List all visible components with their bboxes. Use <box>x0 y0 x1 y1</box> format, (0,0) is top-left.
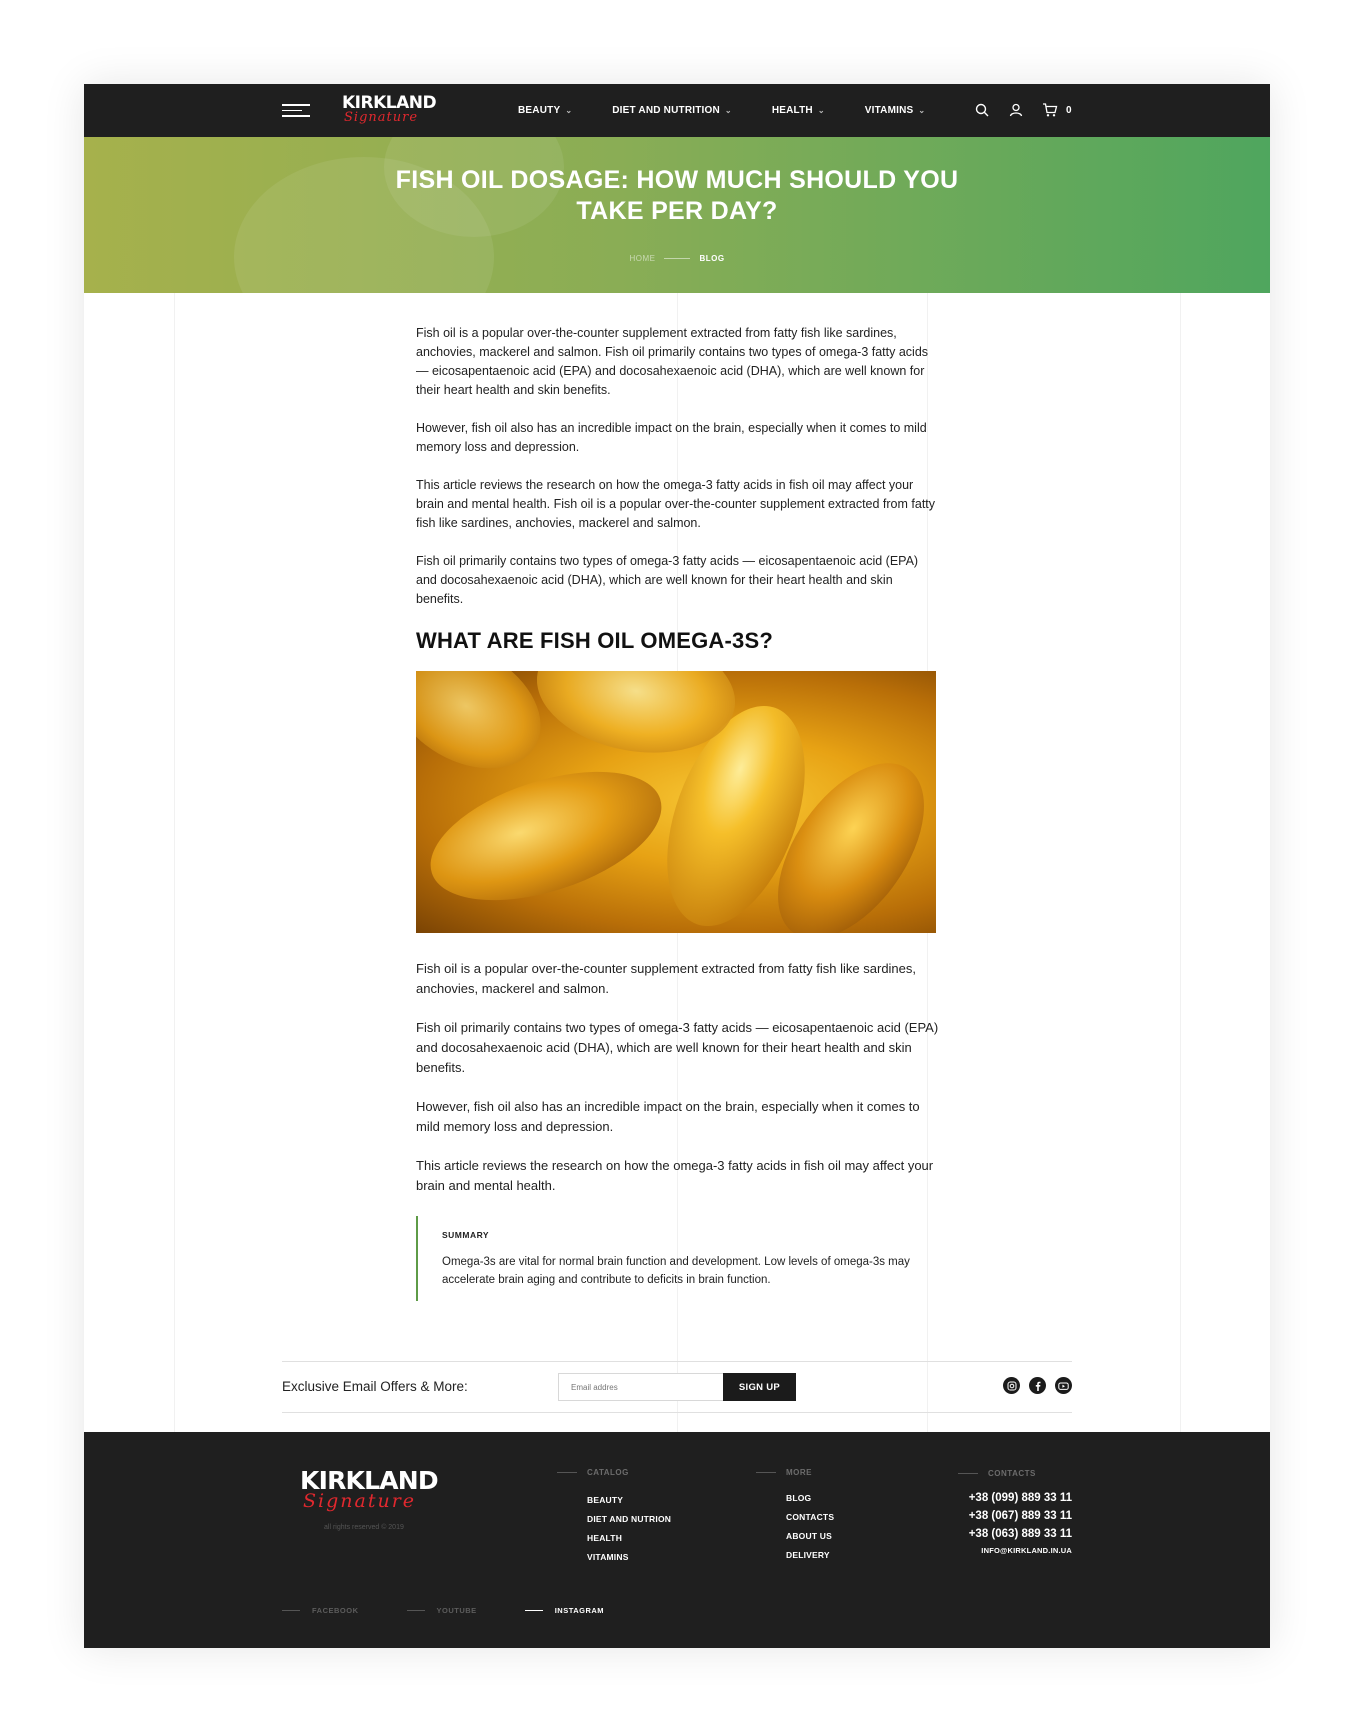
breadcrumb-current: BLOG <box>699 254 725 263</box>
footer-instagram-link[interactable] <box>525 1606 604 1615</box>
nav-item-beauty[interactable] <box>518 105 572 116</box>
nav-item-label: DIET AND NUTRITION <box>612 105 720 116</box>
search-icon[interactable] <box>972 100 992 120</box>
summary-label: SUMMARY <box>442 1230 490 1240</box>
guide-line <box>1180 84 1181 1648</box>
nav-item-diet-and-nutrition[interactable] <box>612 105 732 116</box>
youtube-icon[interactable] <box>1055 1377 1072 1394</box>
footer-link-delivery[interactable]: DELIVERY <box>786 1550 830 1560</box>
chevron-down-icon: ⌄ <box>817 106 825 115</box>
footer-link-about-us[interactable]: ABOUT US <box>786 1531 832 1541</box>
chevron-down-icon: ⌄ <box>565 106 573 115</box>
copyright-text: all rights reserved © 2019 <box>324 1524 404 1531</box>
footer-link-contacts[interactable]: CONTACTS <box>786 1512 835 1522</box>
article-paragraph: However, fish oil also has an incredible impact on the brain, especially when it comes to mild memory loss and depression. <box>416 421 927 454</box>
nav-item-label: VITAMINS <box>864 105 914 116</box>
logo-signature: Signature <box>303 1490 417 1512</box>
breadcrumb-separator <box>664 258 690 259</box>
footer-column-title-text: CATALOG <box>587 1468 629 1477</box>
breadcrumb-home-link[interactable]: HOME <box>629 254 656 263</box>
nav-item-label: BEAUTY <box>518 105 561 116</box>
newsletter-label: Exclusive Email Offers & More: <box>282 1379 468 1394</box>
footer-column-title <box>958 1469 1072 1478</box>
logo-wordmark: KIRKLAND <box>300 1466 438 1495</box>
nav-item-label: HEALTH <box>771 105 813 116</box>
footer-catalog-links <box>587 1495 671 1562</box>
footer-link-beauty[interactable]: BEAUTY <box>587 1495 624 1505</box>
footer-catalog-column <box>557 1468 671 1571</box>
footer-more-column <box>756 1468 834 1569</box>
header-tools <box>972 100 1072 120</box>
facebook-icon[interactable] <box>1029 1377 1046 1394</box>
footer-link-vitamins[interactable]: VITAMINS <box>587 1552 629 1562</box>
phone-number[interactable]: +38 (067) 889 33 11 <box>968 1510 1072 1522</box>
nav-item-vitamins[interactable] <box>865 105 926 116</box>
chevron-down-icon: ⌄ <box>724 106 732 115</box>
article-heading: WHAT ARE FISH OIL OMEGA-3S? <box>416 628 773 653</box>
article-paragraph: Fish oil primarily contains two types of omega-3 fatty acids — eicosapentaenoic acid (EPA) and docosahexaenoic acid (DHA), which are well known for their heart health and skin benefits. <box>416 1020 939 1075</box>
email-field[interactable] <box>558 1373 724 1401</box>
social-icons <box>994 1377 1072 1394</box>
cart-count-badge[interactable]: 0 <box>1066 104 1072 116</box>
top-navigation-bar <box>84 84 1270 137</box>
summary-text: Omega-3s are vital for normal brain function and development. Low levels of omega-3s may accelerate brain aging and contribute to deficits in brain function. <box>442 1256 910 1286</box>
article-paragraph: Fish oil primarily contains two types of omega-3 fatty acids — eicosapentaenoic acid (EPA) and docosahexaenoic acid (DHA), which are well known for their heart health and skin benefits. <box>416 554 919 606</box>
summary-callout <box>416 1216 940 1301</box>
footer-social-links <box>282 1606 652 1615</box>
page-title <box>84 165 1270 227</box>
site-logo[interactable] <box>342 95 442 127</box>
footer-contacts-column <box>958 1469 1072 1555</box>
nav-item-health[interactable] <box>772 105 825 116</box>
instagram-icon[interactable] <box>1003 1377 1020 1394</box>
page-frame <box>84 84 1270 1648</box>
phone-number[interactable]: +38 (099) 889 33 11 <box>968 1492 1072 1504</box>
logo-wordmark: KIRKLAND <box>342 93 437 113</box>
sign-up-button[interactable]: SIGN UP <box>723 1373 796 1401</box>
site-footer <box>84 1432 1270 1648</box>
footer-column-title-text: MORE <box>786 1468 812 1477</box>
footer-logo[interactable] <box>300 1468 438 1510</box>
cart-icon[interactable] <box>1040 100 1060 120</box>
article-paragraph: This article reviews the research on how the omega-3 fatty acids in fish oil may affect your brain and mental health. Fish oil is a popular over-the-counter supplement extracted from fatty fish like sardines, anchovies, mackerel and salmon. <box>416 478 936 530</box>
user-icon[interactable] <box>1006 100 1026 120</box>
footer-social-label: FACEBOOK <box>312 1606 359 1615</box>
article-paragraph: Fish oil is a popular over-the-counter supplement extracted from fatty fish like sardines, anchovies, mackerel and salmon. Fish oil primarily contains two types of omega-3 fatty acids — eicosapentaenoic acid (EPA) and docosahexaenoic acid (DHA), which are well known for their heart health and skin benefits. <box>416 326 929 397</box>
article-body <box>416 324 940 1301</box>
chevron-down-icon: ⌄ <box>918 106 926 115</box>
footer-column-title <box>557 1468 671 1477</box>
footer-social-label: INSTAGRAM <box>554 1606 605 1615</box>
article-paragraph: Fish oil is a popular over-the-counter supplement extracted from fatty fish like sardines, anchovies, mackerel and salmon. <box>416 961 917 996</box>
phone-number[interactable]: +38 (063) 889 33 11 <box>968 1528 1072 1540</box>
article-paragraph: However, fish oil also has an incredible impact on the brain, especially when it comes to mild memory loss and depression. <box>416 1099 920 1134</box>
breadcrumb <box>84 254 1270 263</box>
page-title-line: TAKE PER DAY? <box>576 197 778 225</box>
fish-oil-capsules-image <box>416 671 936 933</box>
article-paragraph: This article reviews the research on how the omega-3 fatty acids in fish oil may affect your brain and mental health. <box>416 1158 934 1193</box>
guide-line <box>174 84 175 1648</box>
menu-icon[interactable] <box>282 104 310 118</box>
contact-email[interactable]: INFO@KIRKLAND.IN.UA <box>981 1546 1072 1555</box>
main-nav <box>518 84 965 137</box>
footer-link-health[interactable]: HEALTH <box>587 1533 623 1543</box>
capsule-shape <box>416 747 677 926</box>
footer-link-blog[interactable]: BLOG <box>786 1493 812 1503</box>
page-title-line: FISH OIL DOSAGE: HOW MUCH SHOULD YOU <box>395 166 959 194</box>
footer-social-label: YOUTUBE <box>436 1606 477 1615</box>
newsletter-bar <box>282 1361 1072 1413</box>
logo-signature: Signature <box>344 110 419 125</box>
phone-list <box>958 1492 1072 1540</box>
footer-column-title-text: CONTACTS <box>988 1469 1036 1478</box>
footer-youtube-link[interactable] <box>407 1606 477 1615</box>
hero-banner <box>84 137 1270 293</box>
footer-more-links <box>786 1493 834 1560</box>
footer-facebook-link[interactable] <box>282 1606 359 1615</box>
footer-link-diet-and-nutrion[interactable]: DIET AND NUTRION <box>587 1514 672 1524</box>
footer-column-title <box>756 1468 834 1477</box>
